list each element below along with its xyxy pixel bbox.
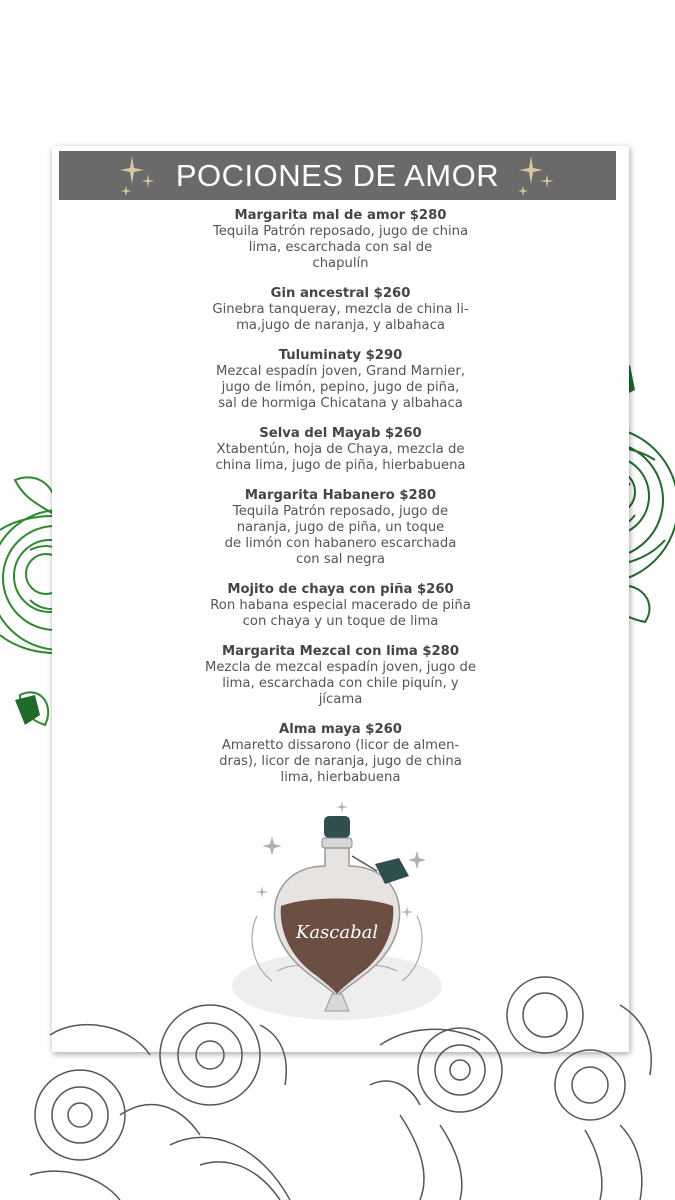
menu-item bbox=[52, 208, 629, 272]
title-banner bbox=[59, 151, 616, 200]
menu-item-description: dras), licor de naranja, jugo de china bbox=[219, 754, 462, 769]
menu-item-description: naranja, jugo de piña, un toque bbox=[236, 520, 445, 535]
menu-item-description: Amaretto dissarono (licor de almen- bbox=[221, 738, 460, 753]
sparkle-icon bbox=[120, 156, 158, 196]
menu-item-description: Tequila Patrón reposado, jugo de bbox=[232, 504, 449, 519]
menu-item-description: Xtabentún, hoja de Chaya, mezcla de bbox=[216, 442, 465, 457]
menu-item-description: Mezcal espadín joven, Grand Marnier, bbox=[215, 364, 466, 379]
menu-item-description: lima, escarchada con chile piquín, y bbox=[222, 676, 459, 691]
menu-item-description: con chaya y un toque de lima bbox=[242, 614, 439, 629]
menu-item-title: Mojito de chaya con piña $260 bbox=[227, 582, 454, 597]
page-title: POCIONES DE AMOR bbox=[175, 157, 500, 193]
menu-item bbox=[52, 722, 629, 786]
menu-item-title: Margarita Mezcal con lima $280 bbox=[221, 644, 460, 659]
logo-text: Kascabal bbox=[295, 922, 379, 943]
menu-item-title: Tuluminaty $290 bbox=[278, 348, 403, 363]
menu-item-description: de limón con habanero escarchada bbox=[224, 536, 457, 551]
sketch-rose-left-icon bbox=[20, 995, 300, 1200]
menu-item-description: jícama bbox=[318, 692, 363, 707]
menu-item bbox=[52, 426, 629, 474]
sketch-rose-right-icon bbox=[360, 965, 675, 1200]
menu-item-description: jugo de limón, pepino, jugo de piña, bbox=[221, 380, 460, 395]
menu-item-description: Tequila Patrón reposado, jugo de china bbox=[212, 224, 469, 239]
menu-item-title: Selva del Mayab $260 bbox=[259, 426, 422, 441]
menu-item bbox=[52, 582, 629, 630]
menu-item bbox=[52, 348, 629, 412]
menu-item-title: Alma maya $260 bbox=[279, 722, 402, 737]
menu-item-description: Mezcla de mezcal espadín joven, jugo de bbox=[205, 660, 476, 675]
menu-item-description: con sal negra bbox=[295, 552, 386, 567]
menu-item-description: chapulín bbox=[312, 256, 369, 271]
menu-item-description: lima, escarchada con sal de bbox=[248, 240, 433, 255]
menu-item-description: lima, hierbabuena bbox=[280, 770, 401, 785]
menu-item-title: Margarita mal de amor $280 bbox=[234, 208, 447, 223]
menu-item-title: Gin ancestral $260 bbox=[270, 286, 411, 301]
menu-item bbox=[52, 286, 629, 334]
sparkle-icon bbox=[517, 156, 555, 196]
menu-item bbox=[52, 644, 629, 708]
menu-item-title: Margarita Habanero $280 bbox=[244, 488, 437, 503]
menu-item-description: Ginebra tanqueray, mezcla de china li- bbox=[212, 302, 469, 317]
menu-item-description: ma,jugo de naranja, y albahaca bbox=[236, 318, 445, 333]
menu-item-description: china lima, jugo de piña, hierbabuena bbox=[215, 458, 466, 473]
menu-card bbox=[52, 146, 629, 1052]
menu-items-list bbox=[52, 208, 629, 800]
menu-item-description: sal de hormiga Chicatana y albahaca bbox=[218, 396, 463, 411]
menu-item-description: Ron habana especial macerado de piña bbox=[210, 598, 471, 613]
menu-item bbox=[52, 488, 629, 568]
